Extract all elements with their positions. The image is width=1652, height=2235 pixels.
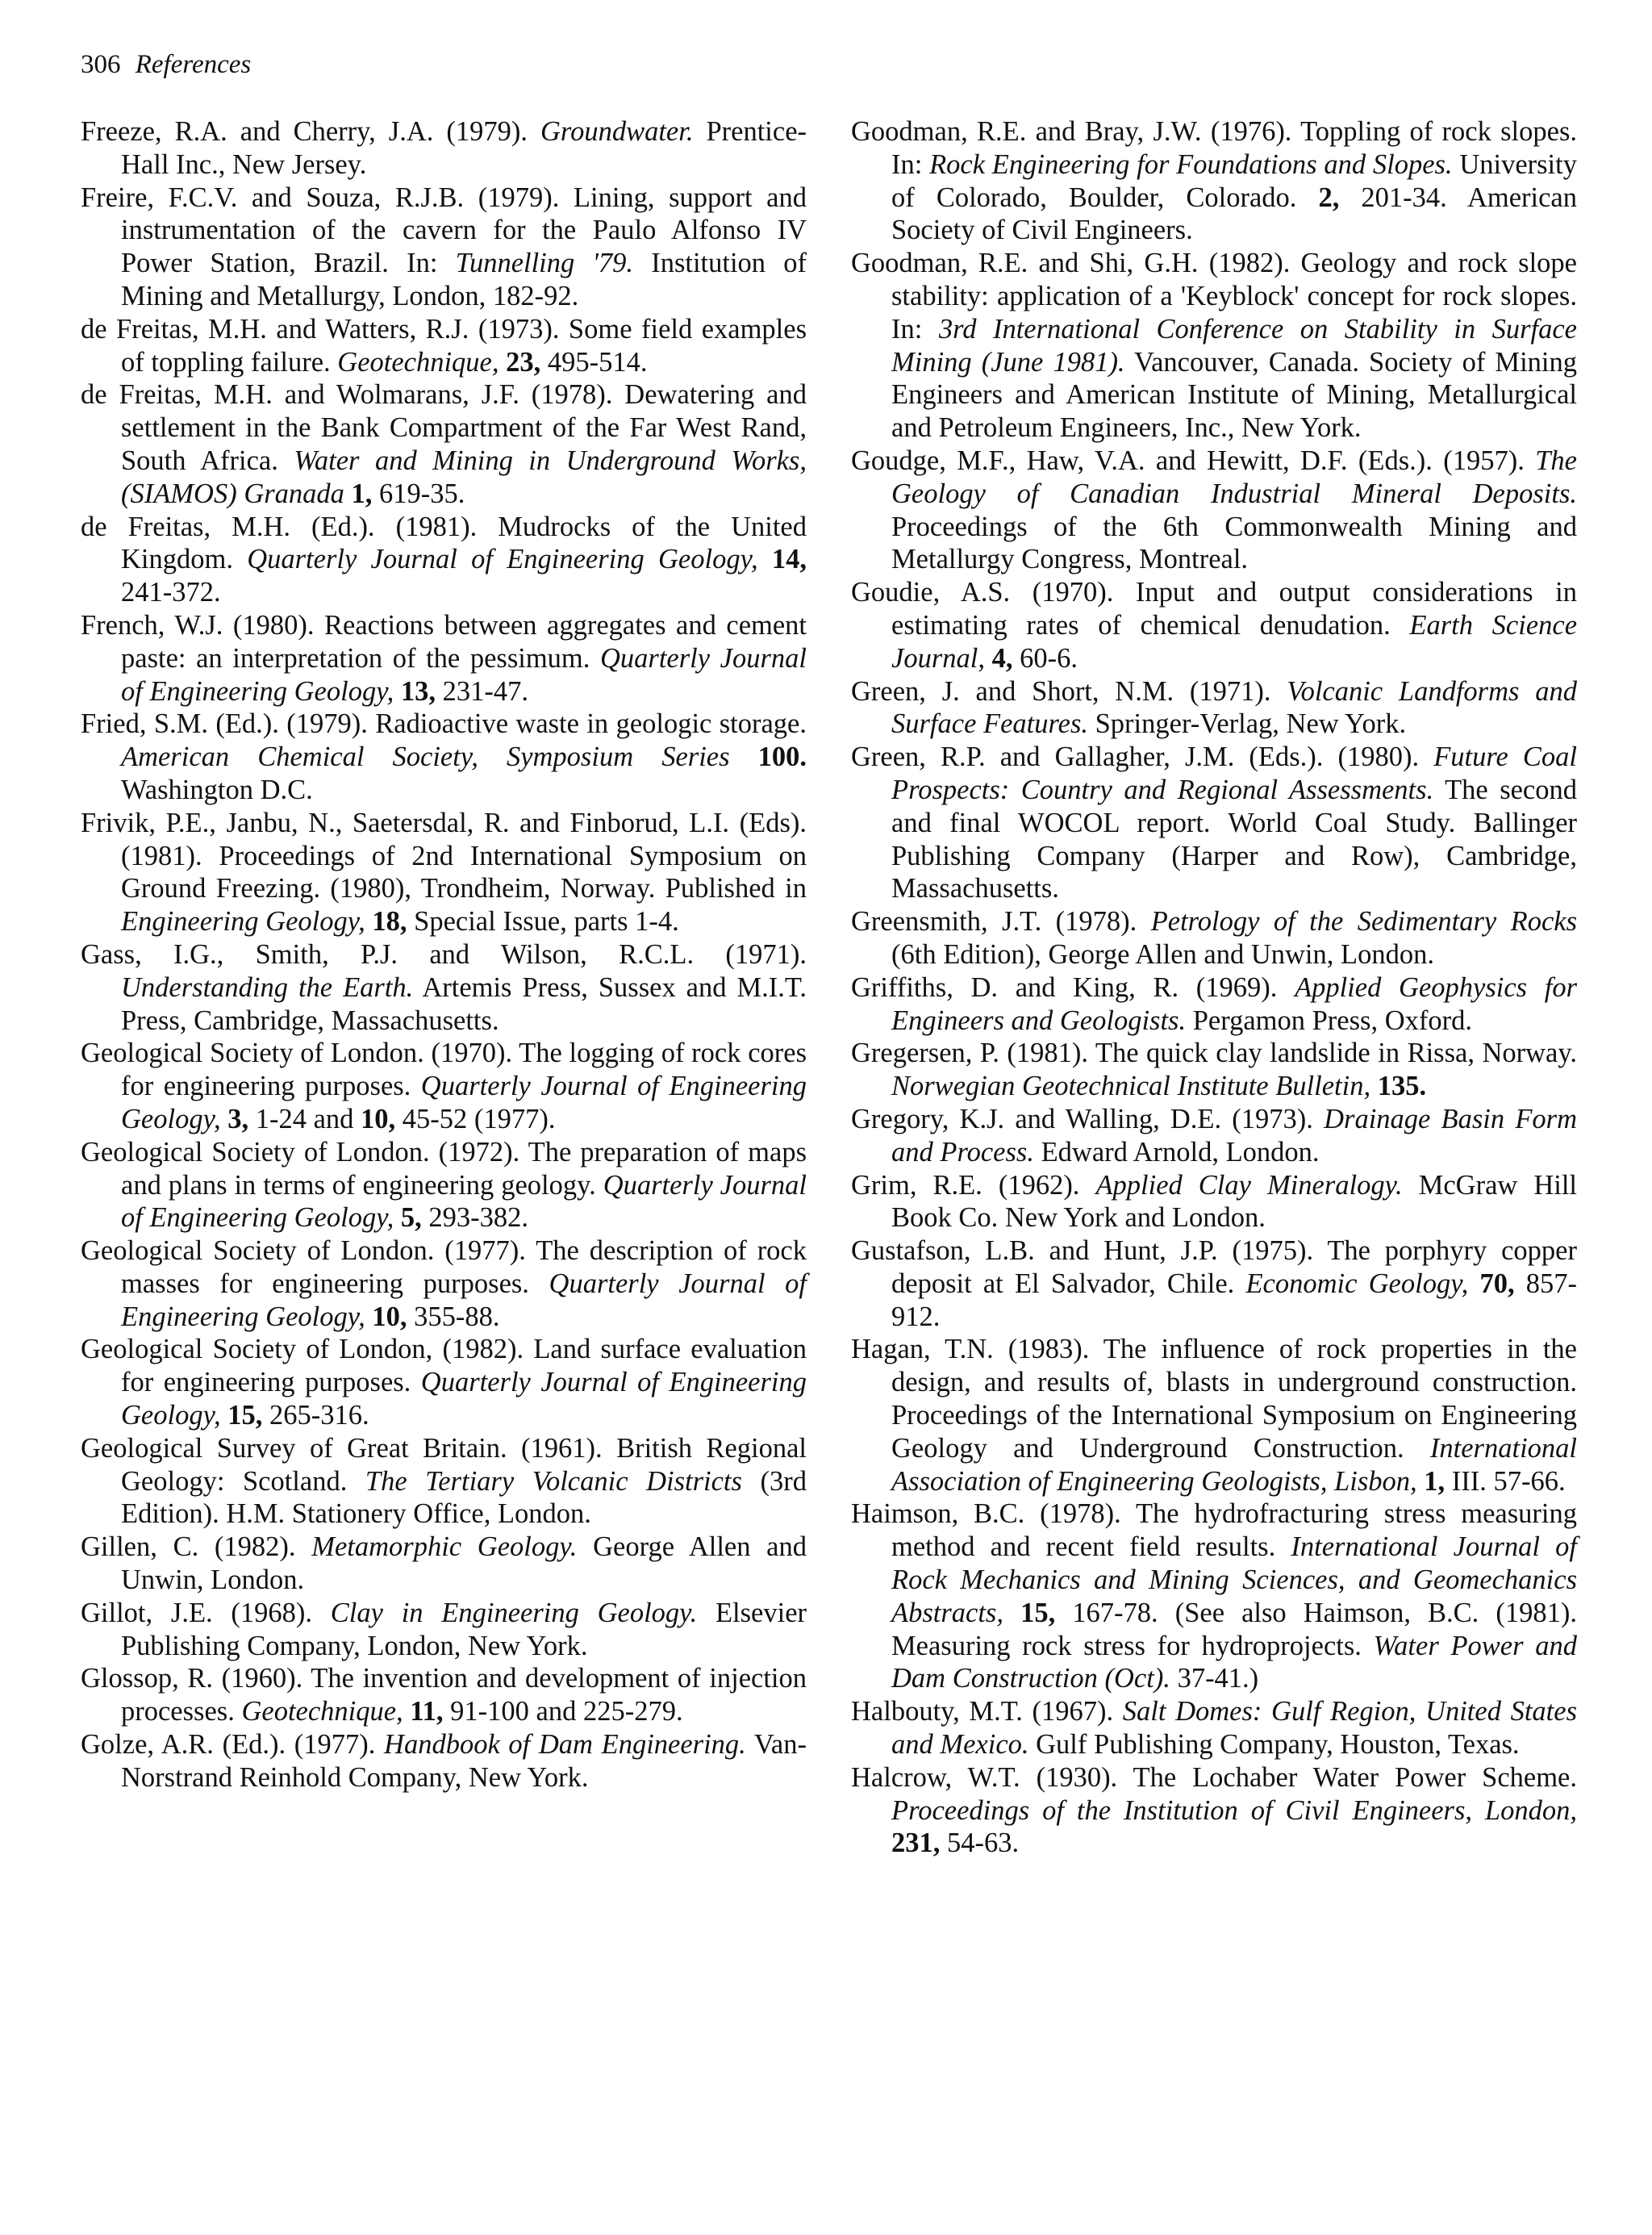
reference-entry [851,445,1577,576]
reference-entry [851,1103,1577,1169]
reference-text: Geological Society of London. (1972). The preparation of maps and plans in terms of engineering geology. [81,1136,807,1201]
reference-entry [851,1234,1577,1333]
reference-entry [81,1333,807,1431]
reference-title: Salt Domes: Gulf Region, United States and Mexico. [891,1696,1577,1761]
reference-text: Halbouty, M.T. (1967). [851,1696,1123,1727]
reference-text: Geological Society of London, (1982). Land surface evaluation for engineering purposes. [81,1334,807,1398]
reference-text: (6th Edition), George Allen and Unwin, London. [891,938,1434,970]
reference-entry [81,609,807,708]
reference-volume: 1, [351,478,373,509]
reference-volume: 15, [1020,1597,1056,1628]
reference-title: Metamorphic Geology. [311,1531,578,1563]
reference-entry [851,247,1577,445]
reference-volume: 5, [400,1202,422,1234]
reference-entry [851,1169,1577,1235]
reference-entry [851,1333,1577,1498]
reference-title: Applied Clay Mineralogy. [1095,1169,1403,1201]
reference-entry [81,1432,807,1531]
reference-text: French, W.J. (1980). Reactions between aggregates and cement paste: an interpretation of the pessimum. [81,609,807,674]
reference-text: Goodman, R.E. and Shi, G.H. (1982). Geology and rock slope stability: application of a 'Keyblock' concept for rock slopes. In: [851,248,1577,345]
reference-title: Volcanic Landforms and Surface Features. [891,675,1577,740]
reference-entry [81,1234,807,1333]
reference-text: Greensmith, J.T. (1978). [851,906,1151,938]
reference-text: 241-372. [121,577,221,608]
reference-volume: 11, [410,1696,444,1727]
reference-text: Fried, S.M. (Ed.). (1979). Radioactive waste in geologic storage. [81,708,807,740]
reference-text: de Freitas, M.H. and Wolmarans, J.F. (1978). Dewatering and settlement in the Bank Compartment of the Far West Rand, South Africa. [81,379,807,476]
reference-title: Future Coal Prospects: Country and Regional Assessments. [891,742,1577,805]
reference-text: (3rd Edition). H.M. Stationery Office, London. [121,1465,807,1530]
reference-text: Gulf Publishing Company, Houston, Texas. [1028,1729,1520,1761]
reference-text: Gregersen, P. (1981). The quick clay landslide in Rissa, Norway. [851,1038,1577,1069]
reference-title: Handbook of Dam Engineering. [384,1729,746,1761]
reference-text: Golze, A.R. (Ed.). (1977). [81,1729,385,1761]
reference-volume: 23, [506,346,541,378]
reference-entry [81,1136,807,1234]
reference-title: 3rd International Conference on Stability in Surface Mining (June 1981). [891,313,1577,378]
reference-text [394,676,401,707]
reference-text: Elsevier Publishing Company, London, New York. [121,1597,807,1661]
reference-text: 619-35. [372,478,465,509]
reference-volume: 18, [372,906,407,938]
reference-text: III. 57-66. [1445,1465,1566,1497]
reference-text: Gillot, J.E. (1968). [81,1597,331,1628]
reference-text: Grim, R.E. (1962). [851,1169,1096,1201]
reference-text: Springer-Verlag, New York. [1088,708,1407,740]
reference-title: International Journal of Rock Mechanics and Mining Sciences, and Geomechanics Abstracts, [891,1531,1577,1628]
reference-text: Glossop, R. (1960). The invention and development of injection processes. [81,1663,807,1727]
reference-volume: 15, [227,1400,263,1431]
reference-entry [851,1695,1577,1761]
reference-title: Earth Science Journal, [891,609,1578,674]
reference-title: Economic Geology, [1245,1268,1469,1299]
reference-text [344,478,352,509]
reference-text [499,347,507,378]
reference-text: McGraw Hill Book Co. New York and London. [891,1169,1578,1234]
reference-volume: 231, [891,1828,941,1859]
reference-text: Geological Survey of Great Britain. (1961). British Regional Geology: Scotland. [81,1432,807,1497]
reference-text: 54-63. [940,1828,1020,1859]
reference-volume: 10, [372,1301,407,1332]
reference-title: Quarterly Journal of Engineering Geology, [121,642,807,707]
reference-title: American Chemical Society, Symposium Series [121,742,730,773]
reference-title: Quarterly Journal of Engineering Geology, [121,1169,807,1234]
reference-entry [851,1498,1577,1695]
reference-text: 45-52 (1977). [395,1103,556,1134]
reference-title: Geotechnique, [241,1696,403,1727]
reference-text: 91-100 and 225-279. [443,1696,683,1727]
reference-volume: 2, [1318,182,1340,213]
reference-text: Green, J. and Short, N.M. (1971). [851,675,1287,707]
reference-text: Artemis Press, Sussex and M.I.T. Press, Cambridge, Massachusetts. [121,971,807,1036]
reference-entry [81,1597,807,1663]
reference-text: 495-514. [540,346,648,378]
reference-entry [81,938,807,1037]
reference-entry [81,1037,807,1135]
reference-text: Edward Arnold, London. [1033,1136,1320,1168]
reference-volume: 100. [757,742,807,773]
reference-volume: 70, [1479,1268,1515,1299]
reference-entry [81,708,807,806]
reference-title: Drainage Basin Form and Process. [891,1103,1577,1168]
reference-text [1003,1598,1020,1628]
reference-title: Quarterly Journal of Engineering Geology, [121,1071,807,1134]
reference-text: 60-6. [1012,642,1078,674]
reference-text: Geological Society of London. (1977). The description of rock masses for engineering purposes. [81,1235,807,1299]
reference-text: Gregory, K.J. and Walling, D.E. (1973). [851,1103,1325,1134]
reference-title: International Association of Engineering Geologists, Lisbon, [891,1432,1577,1497]
reference-text: 1-24 and [248,1103,361,1134]
reference-entry [81,511,807,609]
reference-title: The Tertiary Volcanic Districts [365,1465,742,1497]
reference-text: Geological Society of London. (1970). The logging of rock cores for engineering purposes. [81,1038,807,1102]
reference-text: 265-316. [262,1400,369,1431]
reference-text: 201-34. American Society of Civil Engineers. [891,182,1577,246]
reference-entry [81,807,807,938]
reference-title: The Geology of Canadian Industrial Mineral Deposits. [891,445,1577,509]
reference-text: Pergamon Press, Oxford. [1186,1005,1472,1036]
reference-entry [851,1037,1577,1103]
reference-title: Tunnelling '79. [455,248,633,279]
reference-text: Gillen, C. (1982). [81,1531,312,1563]
reference-text: 355-88. [407,1301,500,1332]
reference-entry [851,576,1577,675]
reference-title: Petrology of the Sedimentary Rocks [1150,906,1577,938]
reference-title: Norwegian Geotechnical Institute Bulletin, [891,1071,1371,1102]
reference-text [221,1400,228,1431]
reference-entry [851,905,1577,971]
reference-text: Hagan, T.N. (1983). The influence of rock properties in the design, and results of, blasts in underground construction. Proceedings of the International Symposium on Engineering Geology and Underground Construction. [851,1334,1577,1464]
reference-text: Prentice-Hall Inc., New Jersey. [121,116,807,180]
reference-title: Groundwater. [540,116,694,147]
reference-text: 857-912. [891,1268,1578,1332]
reference-title: Water and Mining in Underground Works, (SIAMOS) Granada [121,445,807,509]
reference-volume: 1, [1424,1465,1446,1497]
reference-text: University of Colorado, Boulder, Colorado. [891,148,1577,213]
reference-text: Washington D.C. [121,774,313,805]
reference-text [1417,1466,1425,1497]
running-head: References [135,50,252,79]
reference-text: 37-41.) [1170,1663,1259,1694]
reference-entry [851,1761,1577,1860]
reference-text: Green, R.P. and Gallagher, J.M. (Eds.). (1980). [851,742,1434,773]
reference-entry [81,1662,807,1728]
reference-entry [81,182,807,313]
reference-volume: 14, [771,544,807,575]
reference-volume: 3, [227,1103,249,1134]
reference-text: 293-382. [421,1202,528,1234]
reference-title: Rock Engineering for Foundations and Slopes. [929,148,1453,180]
reference-text [1370,1071,1378,1101]
reference-text: Haimson, B.C. (1978). The hydrofracturing stress measuring method and recent field results. [851,1498,1577,1563]
reference-text: Frivik, P.E., Janbu, N., Saetersdal, R. and Finborud, L.I. (Eds). (1981). Proceedings of 2nd International Symposium on Ground Freezing. (1980), Trondheim, Norway. Published in [81,807,807,904]
reference-volume: 13, [400,675,436,707]
reference-title: Clay in Engineering Geology. [330,1597,698,1628]
reference-volume: 10, [361,1103,396,1134]
page-number: 306 [81,50,121,79]
reference-title: Applied Geophysics for Engineers and Geologists. [891,971,1578,1036]
reference-entry [851,971,1577,1038]
reference-text: Institution of Mining and Metallurgy, London, 182-92. [121,248,807,311]
reference-text: Goodman, R.E. and Bray, J.W. (1976). Toppling of rock slopes. In: [851,116,1577,180]
reference-text: Freeze, R.A. and Cherry, J.A. (1979). [81,116,541,147]
reference-title: Proceedings of the Institution of Civil Engineers, London, [891,1794,1577,1826]
reference-title: Quarterly Journal of Engineering Geology, [121,1367,807,1431]
reference-entry [81,378,807,510]
reference-text: Gass, I.G., Smith, P.J. and Wilson, R.C.L. (1971). [81,938,807,970]
reference-entry [81,1728,807,1794]
reference-text: Griffiths, D. and King, R. (1969). [851,971,1295,1003]
reference-text: Proceedings of the 6th Commonwealth Mining and Metallurgy Congress, Montreal. [891,511,1577,575]
reference-text: 231-47. [435,675,528,707]
reference-text [730,742,758,772]
reference-text: The second and final WOCOL report. World Coal Study. Ballinger Publishing Company (Harper and Row), Cambridge, Massachusetts. [891,774,1577,904]
reference-text [394,1202,401,1233]
reference-volume: 4, [991,642,1013,674]
reference-title: Quarterly Journal of Engineering Geology, [121,1268,807,1332]
reference-text: Goudie, A.S. (1970). Input and output considerations in estimating rates of chemical denudation. [851,577,1577,641]
reference-text: Freire, F.C.V. and Souza, R.J.B. (1979). Lining, support and instrumentation of the cavern for the Paulo Alfonso IV Power Station, Brazil. In: [81,182,807,279]
reference-entry [81,1531,807,1597]
reference-text: Gustafson, L.B. and Hunt, J.P. (1975). The porphyry copper deposit at El Salvador, Chile. [851,1235,1577,1299]
reference-text [221,1104,228,1134]
reference-entry [851,675,1577,742]
reference-entry [851,115,1577,247]
reference-text: Van-Norstrand Reinhold Company, New York. [121,1729,807,1793]
reference-column-left [81,115,807,1794]
reference-title: Water Power and Dam Construction (Oct). [891,1630,1577,1694]
reference-title: Understanding the Earth. [121,971,414,1003]
reference-text: George Allen and Unwin, London. [121,1531,807,1596]
reference-text: de Freitas, M.H. (Ed.). (1981). Mudrocks of the United Kingdom. [81,511,807,575]
reference-text: Vancouver, Canada. Society of Mining Engineers and American Institute of Mining, Metallurgical and Petroleum Engineers, Inc., New York. [891,346,1578,444]
reference-title: Quarterly Journal of Engineering Geology, [247,544,758,575]
reference-text: Special Issue, parts 1-4. [407,906,679,938]
reference-entry [851,741,1577,905]
page-header [81,47,251,82]
reference-text: de Freitas, M.H. and Watters, R.J. (1973). Some field examples of toppling failure. [81,313,807,378]
reference-entry [81,313,807,379]
reference-text [758,544,772,574]
reference-title: Engineering Geology, [121,906,365,938]
reference-text: 167-78. (See also Haimson, B.C. (1981). Measuring rock stress for hydroprojects. [891,1597,1577,1661]
reference-text: Goudge, M.F., Haw, V.A. and Hewitt, D.F. (Eds.). (1957). [851,445,1536,476]
reference-column-right [851,115,1577,1860]
reference-text: Halcrow, W.T. (1930). The Lochaber Water Power Scheme. [851,1761,1577,1793]
reference-volume: 135. [1377,1071,1427,1102]
reference-entry [81,115,807,182]
reference-text [985,643,992,674]
reference-text [1468,1268,1479,1299]
reference-title: Geotechnique, [337,346,499,378]
